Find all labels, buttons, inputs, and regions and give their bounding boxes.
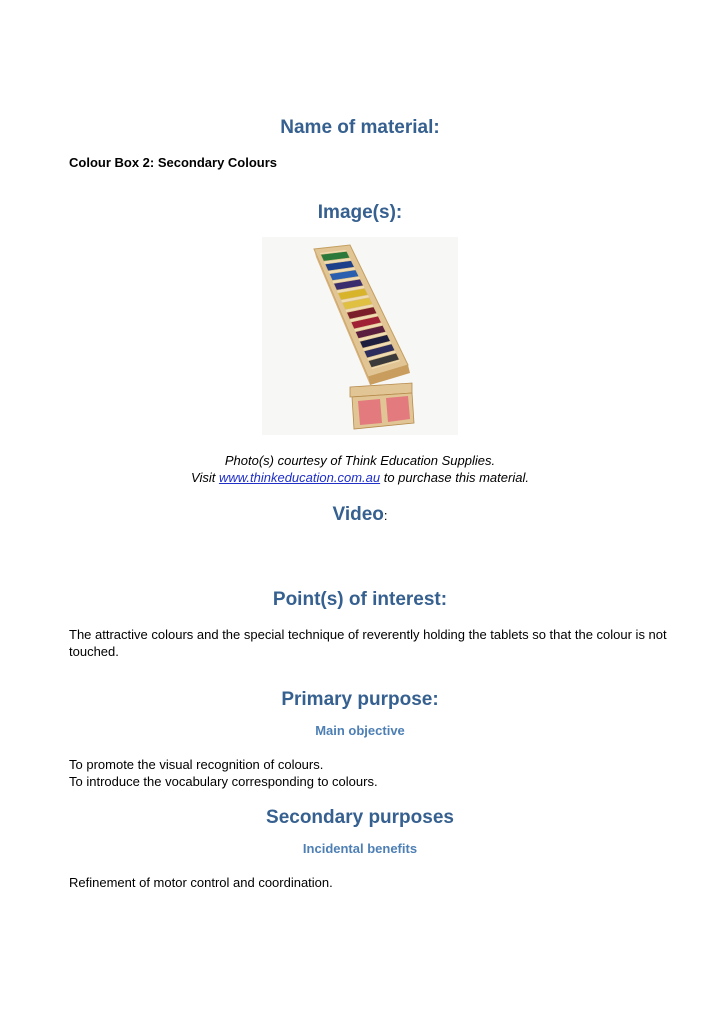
heading-primary-purpose: Primary purpose: [281, 689, 439, 710]
subheading-main-objective: Main objective [315, 723, 405, 738]
material-name: Colour Box 2: Secondary Colours [69, 155, 278, 170]
think-education-link[interactable]: www.thinkeducation.com.au [218, 470, 381, 485]
heading-secondary-purposes: Secondary purposes [266, 807, 454, 828]
video-colon: : [383, 508, 388, 523]
primary-purpose-list [69, 756, 669, 790]
subheading-incidental-benefits: Incidental benefits [302, 841, 418, 856]
points-of-interest-text: The attractive colours and the special technique of reverently holding the tablets so that the colour is not touched. [69, 627, 667, 659]
heading-points-of-interest: Point(s) of interest: [272, 589, 448, 610]
caption-line-2 [0, 469, 720, 486]
caption-line-1: Photo(s) courtesy of Think Education Supplies. [224, 453, 496, 468]
primary-line-1: To promote the visual recognition of colours. [69, 757, 324, 772]
primary-line-2: To introduce the vocabulary corresponding to colours. [69, 774, 378, 789]
video-label: Video [332, 504, 384, 525]
heading-name-of-material: Name of material: [280, 117, 440, 138]
caption-visit-prefix: Visit [191, 470, 219, 485]
caption-visit-suffix: to purchase this material. [380, 470, 529, 485]
secondary-purpose-text: Refinement of motor control and coordination. [69, 875, 333, 890]
photo-caption [0, 452, 720, 486]
heading-images: Image(s): [317, 202, 403, 223]
pink-tablets [350, 383, 414, 429]
material-photo [262, 237, 458, 435]
heading-video [0, 504, 720, 526]
colour-box-illustration [262, 237, 458, 435]
